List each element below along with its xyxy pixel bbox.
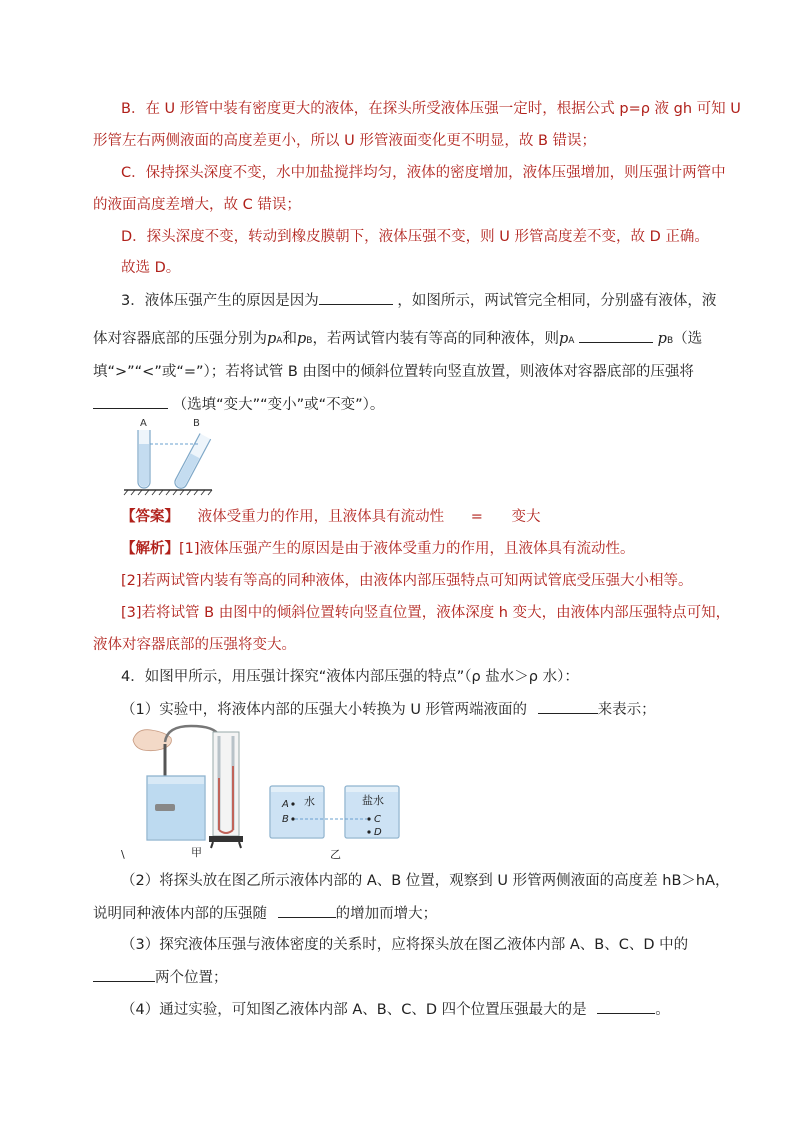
- q3-line-4: [93, 394, 384, 415]
- q3-text: 和: [282, 331, 297, 347]
- q4-sub-2-line-1: （2）将探头放在图乙所示液体内部的 A、B 位置，观察到 U 形管两侧液面的高度差 hB＞hA，: [121, 873, 730, 889]
- salt-water-label: 盐水: [362, 794, 384, 807]
- q3-text: ，若两试管内装有等高的同种液体，则: [312, 331, 559, 347]
- q3-line-1: [121, 290, 716, 311]
- q4-text: 说明同种液体内部的压强随: [93, 906, 267, 922]
- point-b-dot: [291, 817, 294, 820]
- subscript-a: A: [276, 336, 283, 346]
- q3-text: 3．液体压强产生的原因是因为: [121, 293, 319, 309]
- q3-text: （选: [673, 331, 703, 347]
- q4-sub-4: [121, 999, 670, 1020]
- point-d-label: D: [374, 827, 382, 838]
- q3-text: （选填“变大”“变小”或“不变”）。: [172, 397, 385, 413]
- beaker-water-liquid: [271, 792, 323, 837]
- q4-blank-4: [597, 999, 655, 1014]
- answer-3: 变大: [511, 509, 541, 525]
- option-c-line-1: C．保持探头深度不变，水中加盐搅拌均匀，液体的密度增加，液体压强增加，则压强计两管中: [121, 165, 726, 181]
- pressure-symbol: p: [657, 331, 667, 347]
- q4-sub-1: [121, 699, 656, 720]
- q3-blank-1: [319, 290, 393, 305]
- q4-stem: 4．如图甲所示，用压强计探究“液体内部压强的特点”（ρ 盐水＞ρ 水）：: [121, 669, 579, 685]
- q4-text: （4）通过实验，可知图乙液体内部 A、B、C、D 四个位置压强最大的是: [121, 1002, 587, 1018]
- u-tube-board: [213, 732, 239, 836]
- option-c-line-2: 的液面高度差增大，故 C 错误；: [93, 197, 301, 213]
- answer-line: [121, 507, 540, 527]
- test-tubes-figure: [118, 414, 218, 496]
- pressure-symbol: p: [267, 331, 277, 347]
- q4-text: 来表示；: [597, 702, 656, 718]
- q4-sub-2-line-2: [93, 903, 437, 924]
- q4-text: 。: [655, 1002, 670, 1018]
- point-a-dot: [291, 802, 294, 805]
- figure-mark: \: [121, 848, 125, 861]
- beaker-jia-liquid: [148, 784, 204, 839]
- answer-1: 液体受重力的作用，且液体具有流动性: [197, 509, 445, 525]
- choice-line: 故选 D。: [121, 260, 181, 276]
- q4-sub-3-line-2: [93, 967, 228, 988]
- tube-b-label: B: [193, 418, 200, 429]
- q3-blank-3: [93, 394, 168, 409]
- answer-2: =: [470, 509, 483, 525]
- analysis-line-4: 液体对容器底部的压强将变大。: [93, 637, 296, 653]
- q4-sub-3-line-1: （3）探究液体压强与液体密度的关系时，应将探头放在图乙液体内部 A、B、C、D 中的: [121, 937, 689, 953]
- option-b-line-2: 形管左右两侧液面的高度差更小，所以 U 形管液面变化更不明显，故 B 错误；: [93, 133, 596, 149]
- tube-b: [173, 434, 211, 491]
- pressure-symbol: p: [296, 331, 307, 347]
- figure-yi-label: 乙: [330, 848, 341, 861]
- q3-blank-2: [579, 328, 653, 343]
- subscript-a: A: [568, 336, 575, 346]
- analysis-line-3: [3]若将试管 B 由图中的倾斜位置转向竖直位置，液体深度 h 变大，由液体内部压强特点可知，: [121, 605, 731, 621]
- point-a-label: A: [282, 799, 289, 810]
- rubber-tube: [165, 726, 219, 748]
- analysis-tag: 【解析】: [121, 541, 179, 557]
- q3-line-2: [93, 328, 702, 351]
- tube-a-label: A: [140, 418, 147, 429]
- q3-line-3: 填“>”“<”或“=”）；若将试管 B 由图中的倾斜位置转向竖直放置，则液体对容器底部的压强将: [93, 364, 694, 380]
- q4-blank-1: [538, 699, 598, 714]
- analysis-line-1: [121, 539, 635, 559]
- subscript-b: B: [306, 336, 313, 346]
- answer-tag: 【答案】: [121, 509, 179, 525]
- q3-text: 体对容器底部的压强分别为: [93, 331, 267, 347]
- point-c-dot: [367, 817, 370, 820]
- q3-text: ，如图所示，两试管完全相同，分别盛有液体，液: [397, 293, 717, 309]
- pressure-gauge-figure: [115, 722, 415, 864]
- tube-a-liquid: [139, 444, 149, 487]
- analysis-1: [1]液体压强产生的原因是由于液体受重力的作用，且液体具有流动性。: [179, 541, 635, 557]
- stand-base: [209, 836, 243, 842]
- ground-hatching: [124, 490, 212, 495]
- subscript-b: B: [666, 336, 674, 346]
- point-d-dot: [367, 830, 370, 833]
- analysis-line-2: [2]若两试管内装有等高的同种液体，由液体内部压强特点可知两试管底受压强大小相等。: [121, 573, 693, 589]
- point-b-label: B: [282, 814, 289, 825]
- q4-blank-3: [93, 967, 155, 982]
- q4-text: （1）实验中，将液体内部的压强大小转换为 U 形管两端液面的: [121, 702, 528, 718]
- option-d-line: D．探头深度不变，转动到橡皮膜朝下，液体压强不变，则 U 形管高度差不变，故 D 正确。: [121, 229, 709, 245]
- q4-text: 的增加而增大；: [335, 906, 438, 922]
- water-label: 水: [304, 795, 315, 808]
- option-b-line-1: B．在 U 形管中装有密度更大的液体，在探头所受液体压强一定时，根据公式 p=ρ 液 gh 可知 U: [121, 101, 741, 117]
- figure-jia-label: 甲: [191, 846, 202, 859]
- pressure-symbol: p: [558, 331, 569, 347]
- q4-blank-2: [278, 903, 336, 918]
- point-c-label: C: [374, 814, 381, 825]
- q4-text: 两个位置；: [155, 970, 228, 986]
- probe-head: [155, 804, 175, 811]
